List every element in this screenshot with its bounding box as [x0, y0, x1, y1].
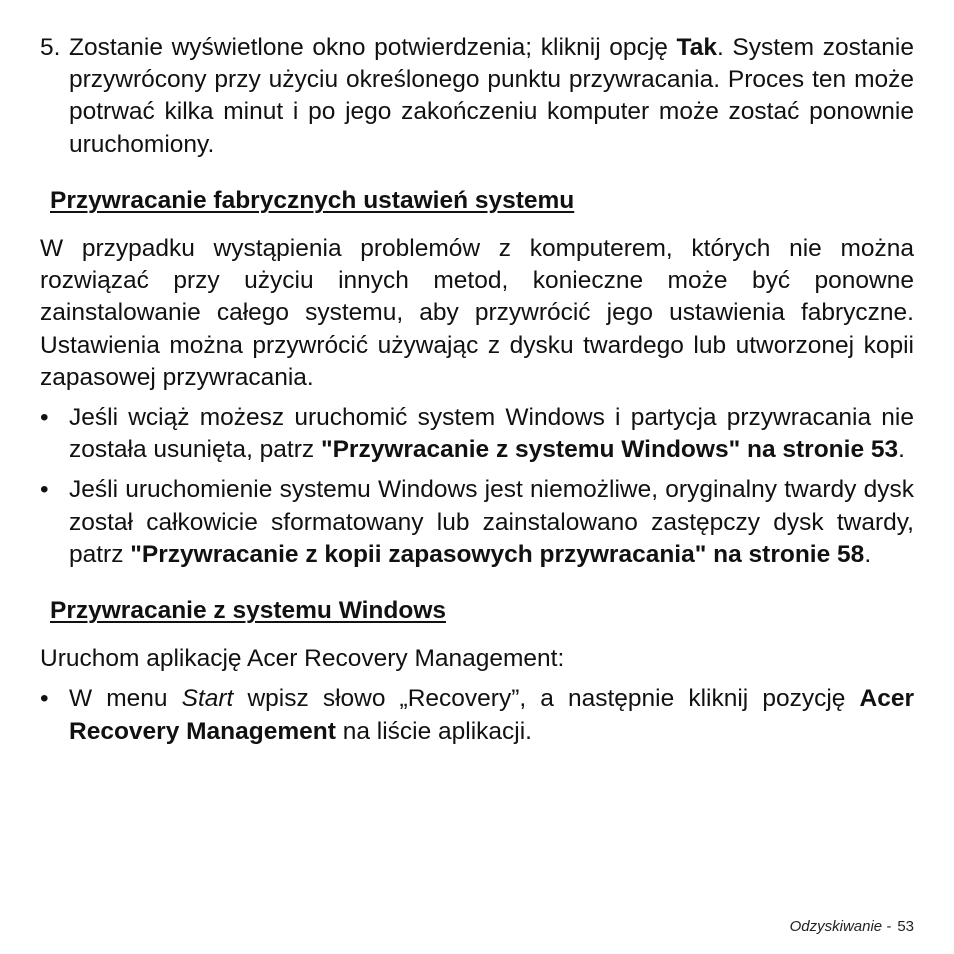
section-heading-windows-recovery: Przywracanie z systemu Windows: [50, 597, 446, 625]
app-name: Acer Recovery Management: [69, 685, 914, 745]
step-text-continued: . System zostanie przywrócony przy użyciu określonego punktu przywracania. Proces ten może potrwać kilka minut i po jego zakończeniu komputer może zostać ponownie uruchomiony.: [69, 34, 914, 158]
list-item-text: W menu: [69, 685, 182, 713]
page-content: [40, 32, 914, 748]
page-number: 53: [897, 918, 914, 935]
list-item-text-end: .: [898, 436, 905, 464]
bullet-marker: •: [40, 404, 49, 432]
list-item-text-end: na liście aplikacji.: [335, 717, 532, 745]
list-item: [40, 402, 914, 466]
bullet-marker: •: [40, 476, 49, 504]
list-item: [40, 474, 914, 571]
section-heading-factory-reset: Przywracanie fabrycznych ustawień systemu: [50, 186, 575, 214]
step-bold-term: Tak: [676, 34, 717, 61]
cross-reference-link[interactable]: "Przywracanie z kopii zapasowych przywracania" na stronie 58: [130, 540, 865, 568]
cross-reference-link[interactable]: "Przywracanie z systemu Windows" na stronie 53: [320, 436, 899, 464]
list-item: [40, 683, 914, 747]
list-item-text: Jeśli uruchomienie systemu Windows jest niemożliwe, oryginalny twardy dysk został całkowicie sformatowany lub zainstalowano zastępczy dysk twardy, patrz: [69, 476, 914, 568]
page-footer: [790, 917, 914, 937]
step-5: [40, 32, 914, 161]
bullet-marker: •: [40, 685, 49, 713]
list-item-text-end: .: [864, 540, 872, 568]
footer-section-name: Odzyskiwanie -: [789, 918, 892, 935]
list-item-text-middle: wpisz słowo „Recovery”, a następnie kliknij pozycję: [233, 685, 860, 713]
start-menu-term: Start: [181, 685, 234, 713]
section-intro-windows-recovery: Uruchom aplikację Acer Recovery Management:: [40, 645, 565, 673]
step-number: 5.: [40, 34, 61, 61]
list-item-text: Jeśli wciąż możesz uruchomić system Windows i partycja przywracania nie została usunięta, patrz: [69, 404, 914, 464]
step-text: Zostanie wyświetlone okno potwierdzenia; kliknij opcję: [69, 34, 677, 61]
section-intro-factory-reset: W przypadku wystąpienia problemów z komputerem, których nie można rozwiązać przy użyciu innych metod, konieczne może być ponowne zainstalowanie całego systemu, aby przywrócić jego ustawienia fabryczne. Ustawienia można przywrócić używając z dysku twardego lub utworzonej kopii zapasowej przywracania.: [40, 235, 914, 391]
